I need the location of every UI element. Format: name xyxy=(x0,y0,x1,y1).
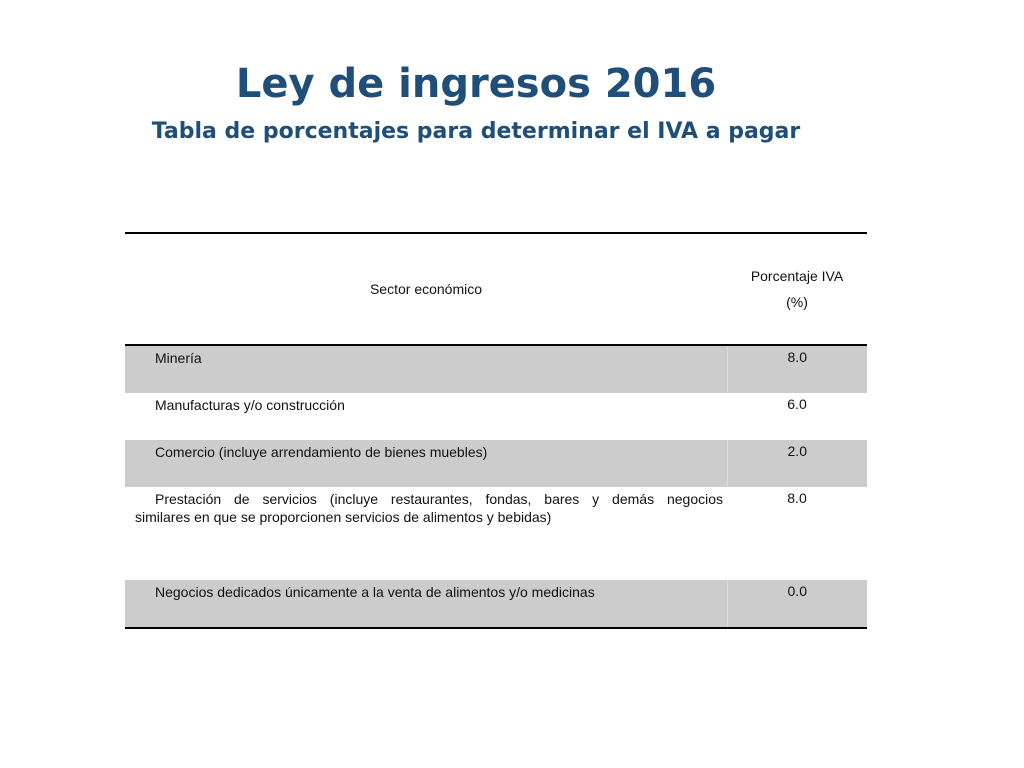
row-percentage: 0.0 xyxy=(727,580,867,628)
row-percentage: 8.0 xyxy=(787,490,807,506)
row-percentage: 6.0 xyxy=(787,396,807,412)
row-percentage: 2.0 xyxy=(727,440,867,487)
page-title: Ley de ingresos 2016 xyxy=(235,61,717,107)
row-sector-line1: Prestación de servicios (incluye restaurantes, fondas, bares y demás negocios xyxy=(155,491,723,507)
header-percentage-label: Porcentaje IVA xyxy=(750,268,844,284)
table-row xyxy=(125,345,867,393)
table-row xyxy=(125,440,867,487)
row-sector xyxy=(125,487,727,580)
table-header-row xyxy=(125,233,867,345)
table-row xyxy=(125,393,867,440)
row-sector: Comercio (incluye arrendamiento de bienes muebles) xyxy=(125,440,727,487)
header-sector: Sector económico xyxy=(125,233,727,345)
header-percentage xyxy=(727,233,867,345)
row-sector: Negocios dedicados únicamente a la venta de alimentos y/o medicinas xyxy=(125,580,727,628)
page-subtitle: Tabla de porcentajes para determinar el IVA a pagar xyxy=(151,119,801,144)
header-percentage-unit: (%) xyxy=(786,294,808,310)
iva-percentage-table xyxy=(125,232,867,629)
table-row xyxy=(125,487,867,580)
row-sector: Minería xyxy=(125,345,727,393)
row-sector-line2: similares en que se proporcionen servicios de alimentos y bebidas) xyxy=(135,509,552,525)
row-percentage: 8.0 xyxy=(727,345,867,393)
row-sector: Manufacturas y/o construcción xyxy=(155,397,345,413)
table-row xyxy=(125,580,867,628)
